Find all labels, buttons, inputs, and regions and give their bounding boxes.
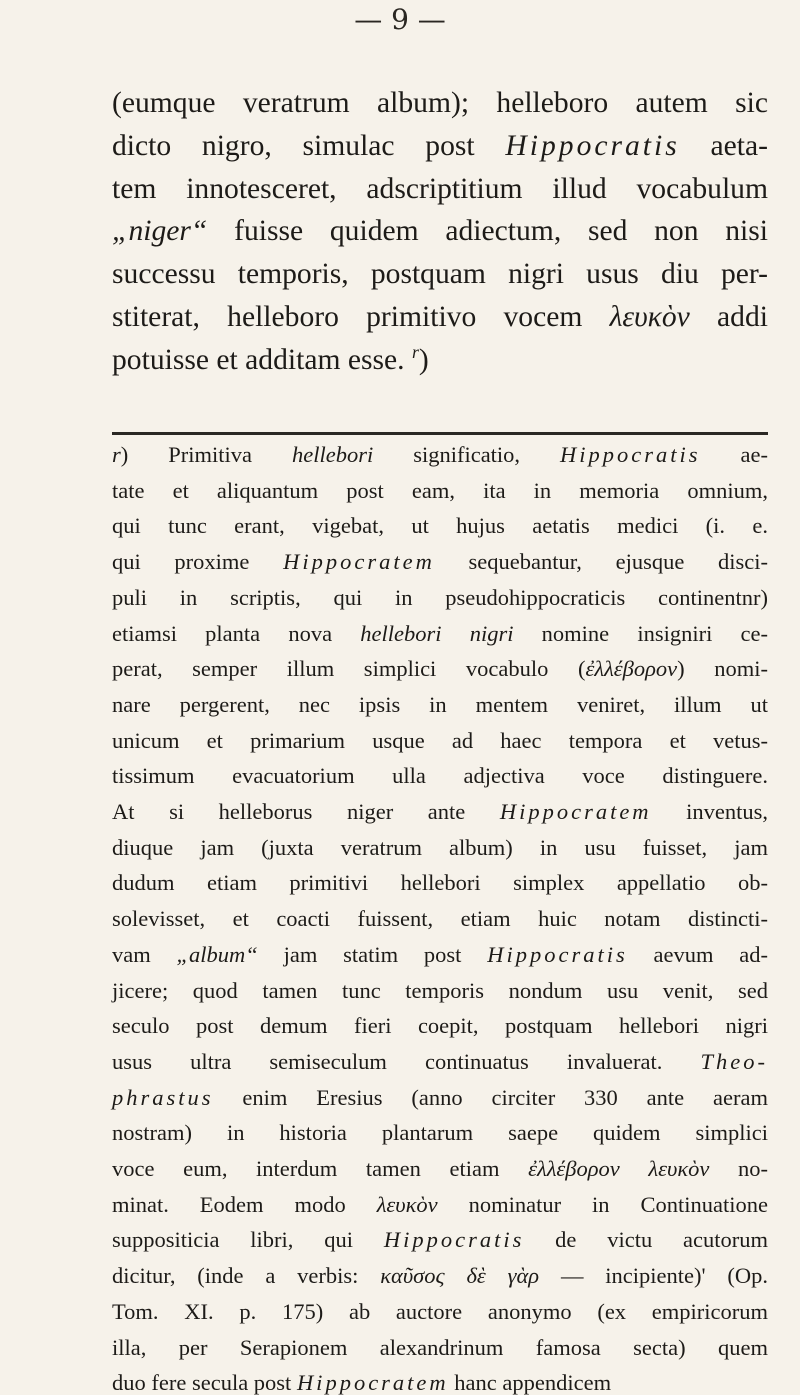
spaced-name: Theo-	[700, 1048, 768, 1074]
spaced-name: phrastus	[112, 1084, 214, 1110]
text-run: solevisset, et coacti fuissent, etiam huic notam distincti-	[112, 906, 768, 932]
italic-term: λευκὸν	[609, 300, 690, 333]
page-number: — 9 —	[354, 3, 446, 36]
text-run: voce eum, interdum tamen etiam	[112, 1156, 529, 1182]
footnote-r	[112, 437, 768, 1395]
text-run: etiamsi planta nova	[112, 620, 361, 646]
text-run: aeta-	[679, 129, 768, 162]
text-run: qui tunc erant, vigebat, ut hujus aetatis medici (i. e.	[112, 513, 768, 539]
italic-term: ἐλλέβορον	[585, 656, 678, 682]
italic-term: r	[112, 442, 121, 467]
spaced-name: Hippocratis	[505, 129, 680, 162]
text-run: hanc appendicem	[448, 1370, 612, 1395]
text-run: diuque jam (juxta veratrum album) in usu fuisset, jam	[112, 834, 768, 860]
text-run: addi	[689, 300, 768, 333]
text-run: At si helleborus niger ante	[112, 799, 500, 825]
footnote-line	[112, 865, 768, 901]
text-run: sequebantur, ejusque disci-	[434, 549, 769, 575]
footnote-line	[112, 1044, 768, 1080]
footnote-line	[112, 794, 768, 830]
text-line	[112, 253, 768, 296]
footnote-line	[112, 651, 768, 687]
text-line	[112, 339, 768, 382]
text-run: tate et aliquantum post eam, ita in memoria omnium,	[112, 477, 768, 503]
spaced-name: Hippocratem	[283, 549, 435, 575]
text-line	[112, 210, 768, 253]
italic-term: hellebori	[291, 442, 374, 467]
text-run: potuisse et additam esse.	[112, 343, 412, 376]
text-run: dudum etiam primitivi hellebori simplex appellatio ob-	[112, 870, 768, 896]
footnote-line	[112, 723, 768, 759]
text-run: minat. Eodem modo	[112, 1191, 377, 1217]
footnote-line	[112, 1151, 768, 1187]
text-run: inventus,	[651, 799, 769, 825]
footnote-line	[112, 687, 768, 723]
footnote-line	[112, 580, 768, 616]
text-run: seculo post demum fieri coepit, postquam hellebori nigri	[112, 1013, 768, 1039]
text-run: tem innotesceret, adscriptitium illud vocabulum	[112, 172, 768, 205]
italic-term: „niger“	[112, 215, 208, 248]
text-run: significatio,	[373, 442, 561, 467]
text-run: duo fere secula post	[112, 1370, 297, 1395]
footnote-line	[112, 973, 768, 1009]
footnote-line	[112, 508, 768, 544]
text-run: jam statim post	[257, 941, 488, 967]
text-run: stiterat, helleboro primitivo vocem	[112, 300, 610, 333]
footnote-line	[112, 830, 768, 866]
spaced-name: Hippocratem	[499, 799, 652, 825]
text-run: usus ultra semiseculum continuatus invaluerat.	[112, 1048, 701, 1074]
footnote-line	[112, 1294, 768, 1330]
footnote-line	[112, 901, 768, 937]
footnote-line	[112, 544, 768, 580]
text-run: ) nomi-	[677, 656, 768, 682]
spaced-name: Hippocratis	[487, 941, 628, 967]
footnote-line	[112, 1115, 768, 1151]
text-run: perat, semper illum simplici vocabulo (	[112, 656, 586, 682]
text-run: vam	[112, 941, 177, 967]
text-line	[112, 168, 768, 211]
spaced-name: Hippocratem	[296, 1370, 449, 1395]
italic-term: hellebori nigri	[360, 620, 514, 646]
text-run: enim Eresius (anno circiter 330 ante aeram	[213, 1084, 768, 1110]
spaced-name: Hippocratis	[383, 1227, 525, 1253]
footnote-line	[112, 758, 768, 794]
text-run: dicto nigro, simulac post	[112, 129, 506, 162]
footnote-line	[112, 1330, 768, 1366]
footnote-line	[112, 1080, 768, 1116]
footnote-line	[112, 437, 768, 473]
text-line	[112, 296, 768, 339]
italic-term: καῦσος δὲ γὰρ	[380, 1263, 540, 1289]
italic-term: „album“	[176, 941, 258, 967]
italic-term: ἐλλέβορον λευκὸν	[528, 1156, 710, 1182]
text-run: ) Primitiva	[120, 442, 292, 467]
main-paragraph	[112, 82, 768, 382]
text-run: dicitur, (inde a verbis:	[112, 1263, 381, 1289]
footnote-line	[112, 937, 768, 973]
text-run: jicere; quod tamen tunc temporis nondum usu venit, sed	[112, 977, 768, 1003]
footnote-line	[112, 473, 768, 509]
text-run: aevum ad-	[627, 941, 768, 967]
footnote-line	[112, 1258, 768, 1294]
text-run: successu temporis, postquam nigri usus diu per-	[112, 258, 768, 291]
text-run: (eumque veratrum album); helleboro autem sic	[112, 87, 768, 119]
text-run: nomine insigniri ce-	[513, 620, 768, 646]
text-run: nare pergerent, nec ipsis in mentem veniret, illum ut	[112, 691, 768, 717]
text-run: fuisse quidem adiectum, sed non nisi	[207, 215, 768, 248]
footnote-ref: r	[411, 341, 419, 362]
text-run: ae-	[700, 442, 769, 467]
text-run: unicum et primarium usque ad haec tempora et vetus-	[112, 727, 768, 753]
text-run: qui proxime	[112, 549, 284, 575]
text-run: de victu acutorum	[524, 1227, 768, 1253]
footnote-line	[112, 1222, 768, 1258]
text-run: Tom. XI. p. 175) ab auctore anonymo (ex empiricorum	[112, 1298, 768, 1324]
footnote-line	[112, 1187, 768, 1223]
text-line	[112, 125, 768, 168]
text-run: — incipiente)' (Op.	[539, 1263, 768, 1289]
text-line	[112, 82, 768, 125]
text-run: no-	[709, 1156, 768, 1182]
italic-term: λευκὸν	[376, 1191, 438, 1217]
text-run: )	[418, 343, 429, 376]
text-run: suppositicia libri, qui	[112, 1227, 384, 1253]
footnote-line	[112, 1008, 768, 1044]
footnote-separator-rule	[112, 432, 768, 435]
text-run: nostram) in historia plantarum saepe quidem simplici	[112, 1120, 768, 1146]
text-run: tissimum evacuatorium ulla adjectiva voce distinguere.	[112, 763, 768, 789]
text-run: puli in scriptis, qui in pseudohippocraticis continentnr)	[112, 584, 768, 610]
spaced-name: Hippocratis	[560, 442, 701, 467]
text-run: nominatur in Continuatione	[437, 1191, 768, 1217]
footnote-line	[112, 616, 768, 652]
text-run: illa, per Serapionem alexandrinum famosa secta) quem	[112, 1334, 768, 1360]
footnote-line	[112, 1365, 768, 1395]
